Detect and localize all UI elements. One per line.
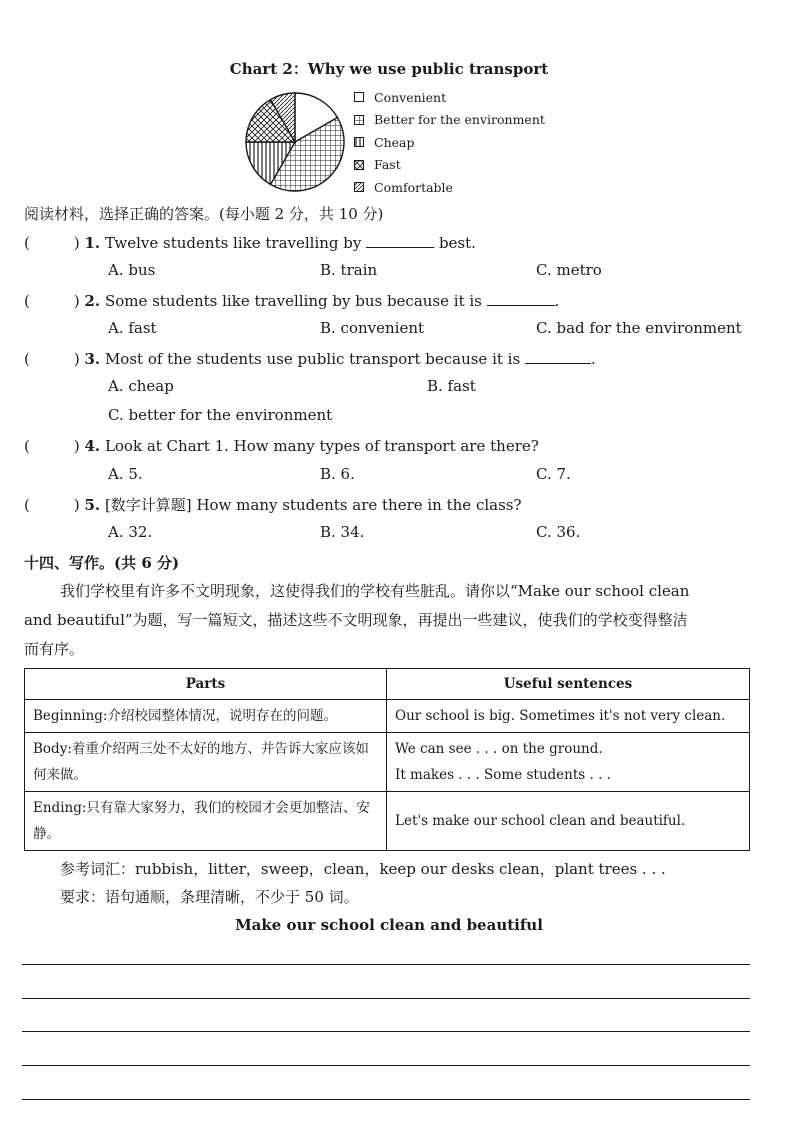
option-c[interactable]: C. 36.	[536, 523, 581, 541]
legend-item	[354, 86, 545, 109]
prompt-line: 而有序。	[24, 640, 85, 658]
table-row	[25, 792, 750, 851]
table-header-row	[25, 669, 750, 700]
part-cell: Beginning:介绍校园整体情况，说明存在的问题。	[25, 700, 387, 733]
answer-slot[interactable]	[30, 495, 74, 510]
question-number: 2.	[84, 292, 101, 310]
sentence: Let's make our school clean and beautiful.	[395, 813, 686, 829]
question-stem-end: .	[554, 292, 560, 310]
sentence-cell	[387, 700, 750, 733]
question-stem: Twelve students like travelling by	[104, 234, 362, 252]
option-c[interactable]: C. 7.	[536, 465, 571, 483]
answer-paren: (	[24, 292, 30, 310]
sentence: Our school is big. Sometimes it's not very clean.	[395, 708, 726, 724]
legend-label: Comfortable	[374, 179, 453, 195]
legend-label: Cheap	[374, 134, 415, 150]
chart-legend	[354, 86, 545, 199]
header-useful-sentences: Useful sentences	[387, 669, 750, 700]
answer-paren: (	[24, 234, 30, 252]
option-a[interactable]: A. cheap	[108, 377, 174, 395]
writing-line[interactable]	[22, 1065, 750, 1066]
sentence-cell	[387, 792, 750, 851]
sentence-cell	[387, 733, 750, 792]
fill-blank[interactable]	[525, 348, 591, 364]
question-number: 5.	[84, 496, 101, 514]
outline-table	[24, 668, 750, 851]
legend-swatch	[354, 182, 364, 192]
option-c[interactable]: C. better for the environment	[108, 406, 333, 424]
option-b[interactable]: B. fast	[427, 377, 476, 395]
option-b[interactable]: B. 34.	[320, 523, 365, 541]
question-number: 3.	[84, 350, 101, 368]
question-number: 1.	[84, 234, 101, 252]
answer-slot[interactable]	[30, 291, 74, 306]
prompt-line: 我们学校里有许多不文明现象，这使得我们的学校有些脏乱。请你以“Make our school clean	[60, 582, 690, 600]
table-row	[25, 733, 750, 792]
essay-title: Make our school clean and beautiful	[235, 916, 543, 934]
writing-line[interactable]	[22, 1031, 750, 1032]
question-stem: Most of the students use public transport because it is	[104, 350, 521, 368]
legend-item	[354, 109, 545, 132]
question-3: ( ) 3. Most of the students use public transport because it is .	[24, 350, 596, 368]
pie-chart	[240, 90, 350, 194]
writing-line[interactable]	[22, 998, 750, 999]
section-heading: 十四、写作。(共 6 分)	[24, 554, 180, 572]
sentence: We can see . . . on the ground.	[395, 741, 603, 757]
part-cell: Body:着重介绍两三处不太好的地方、并告诉大家应该如何来做。	[25, 733, 387, 792]
writing-line[interactable]	[22, 964, 750, 965]
option-b[interactable]: B. convenient	[320, 319, 425, 337]
sentence: It makes . . . Some students . . .	[395, 767, 611, 783]
chart-title: Chart 2：Why we use public transport	[229, 60, 549, 78]
writing-prompt	[24, 577, 754, 664]
option-a[interactable]: A. 32.	[108, 523, 153, 541]
legend-label: Convenient	[374, 89, 447, 105]
question-stem: How many students are there in the class?	[196, 496, 522, 514]
option-c[interactable]: C. bad for the environment	[536, 319, 742, 337]
fill-blank[interactable]	[487, 290, 555, 306]
fill-blank[interactable]	[366, 232, 434, 248]
question-tag: [数字计算题]	[104, 496, 192, 514]
legend-swatch	[354, 160, 364, 170]
option-c[interactable]: C. metro	[536, 261, 602, 279]
option-a[interactable]: A. 5.	[108, 465, 143, 483]
prompt-line: and beautiful”为题，写一篇短文，描述这些不文明现象，再提出一些建议，使我们的学校变得整洁	[24, 611, 688, 629]
question-1: ( ) 1. Twelve students like travelling by best.	[24, 234, 476, 252]
answer-slot[interactable]	[30, 349, 74, 364]
option-a[interactable]: A. fast	[108, 319, 157, 337]
writing-line[interactable]	[22, 1099, 750, 1100]
legend-swatch	[354, 115, 364, 125]
answer-slot[interactable]	[30, 233, 74, 248]
header-parts: Parts	[25, 669, 387, 700]
question-4: ( ) 4. Look at Chart 1. How many types of transport are there?	[24, 437, 539, 455]
legend-swatch	[354, 92, 364, 102]
legend-item	[354, 131, 545, 154]
option-b[interactable]: B. 6.	[320, 465, 355, 483]
vocabulary-hint: 参考词汇：rubbish，litter，sweep，clean，keep our desks clean，plant trees . . .	[60, 860, 666, 878]
question-stem: Look at Chart 1. How many types of transport are there?	[104, 437, 539, 455]
question-stem-end: .	[590, 350, 596, 368]
part-cell: Ending:只有靠大家努力，我们的校园才会更加整洁、安静。	[25, 792, 387, 851]
question-5: ( ) 5. [数字计算题] How many students are there in the class?	[24, 496, 522, 514]
instruction: 阅读材料，选择正确的答案。(每小题 2 分，共 10 分)	[24, 205, 384, 223]
question-2: ( ) 2. Some students like travelling by bus because it is .	[24, 292, 560, 310]
option-b[interactable]: B. train	[320, 261, 378, 279]
question-number: 4.	[84, 437, 101, 455]
question-stem-end: best.	[438, 234, 476, 252]
question-stem: Some students like travelling by bus because it is	[104, 292, 482, 310]
requirement: 要求：语句通顺，条理清晰，不少于 50 词。	[60, 888, 359, 906]
legend-label: Better for the environment	[374, 112, 545, 128]
legend-label: Fast	[374, 157, 401, 173]
table-row	[25, 700, 750, 733]
legend-item	[354, 154, 545, 177]
legend-item	[354, 176, 545, 199]
answer-paren: (	[24, 496, 30, 514]
answer-slot[interactable]	[30, 436, 74, 451]
option-a[interactable]: A. bus	[108, 261, 156, 279]
legend-swatch	[354, 137, 364, 147]
answer-paren: (	[24, 350, 30, 368]
answer-paren: (	[24, 437, 30, 455]
